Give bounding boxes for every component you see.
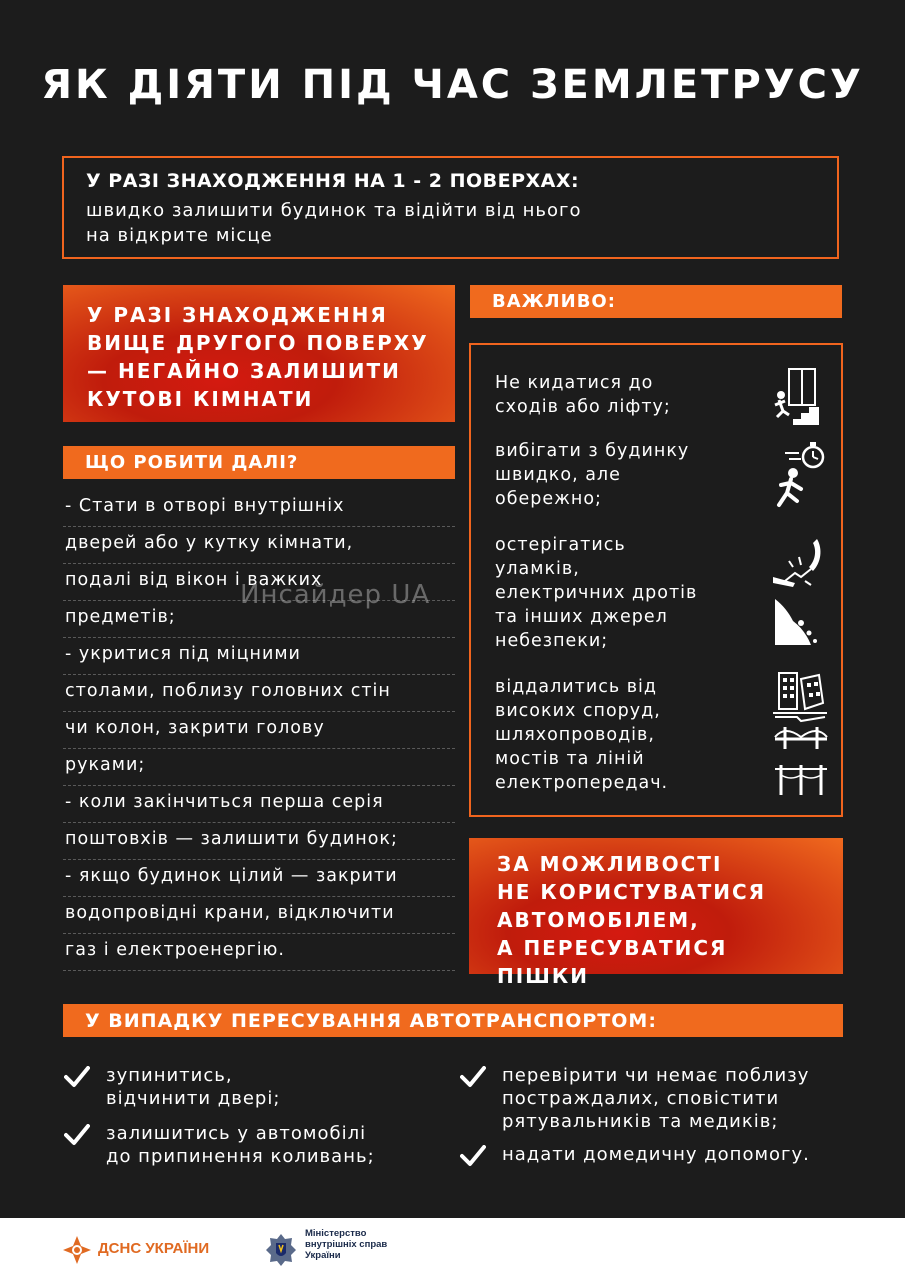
what-next-line: - якщо будинок цілий — закрити bbox=[63, 860, 455, 897]
dsns-logo-text: ДСНС УКРАЇНИ bbox=[98, 1240, 210, 1257]
ministry-line: України bbox=[305, 1250, 341, 1261]
above-second-line: ВИЩЕ ДРУГОГО ПОВЕРХУ bbox=[87, 331, 429, 355]
transport-line: залишитись у автомобілі bbox=[106, 1123, 367, 1144]
transport-item bbox=[106, 1122, 375, 1168]
check-icon bbox=[460, 1145, 486, 1167]
what-next-list bbox=[63, 490, 455, 971]
debris-wires-icon bbox=[771, 537, 827, 649]
no-car-line: ЗА МОЖЛИВОСТІ bbox=[497, 852, 723, 876]
important-box bbox=[469, 343, 843, 817]
above-second-floor-box bbox=[63, 285, 455, 422]
running-timer-icon bbox=[771, 439, 827, 511]
what-next-heading: ЩО РОБИТИ ДАЛІ? bbox=[63, 446, 455, 479]
transport-line: до припинення коливань; bbox=[106, 1146, 375, 1167]
transport-line: надати домедичну допомогу. bbox=[502, 1144, 810, 1165]
what-next-line: предметів; bbox=[63, 601, 455, 638]
important-item bbox=[495, 439, 745, 511]
important-line: електричних дротів bbox=[495, 583, 698, 603]
important-item bbox=[495, 533, 745, 653]
transport-line: перевірити чи немає поблизу bbox=[502, 1065, 810, 1086]
transport-line: зупинитись, bbox=[106, 1065, 233, 1086]
elevator-stairs-icon bbox=[771, 365, 827, 427]
what-next-line: газ і електроенергію. bbox=[63, 934, 455, 971]
important-line: та інших джерел bbox=[495, 607, 668, 627]
check-icon bbox=[64, 1124, 90, 1146]
important-line: шляхопроводів, bbox=[495, 725, 655, 745]
check-icon bbox=[460, 1066, 486, 1088]
no-car-box bbox=[469, 838, 843, 988]
what-next-line: - укритися під міцними bbox=[63, 638, 455, 675]
what-next-line: столами, поблизу головних стін bbox=[63, 675, 455, 712]
what-next-line: чи колон, закрити голову bbox=[63, 712, 455, 749]
dsns-emblem-icon bbox=[62, 1235, 92, 1265]
page-title: ЯК ДІЯТИ ПІД ЧАС ЗЕМЛЕТРУСУ bbox=[41, 62, 864, 108]
what-next-line: подалі від вікон і важких bbox=[63, 564, 455, 601]
no-car-line: НЕ КОРИСТУВАТИСЯ bbox=[497, 880, 767, 904]
what-next-line: - Стати в отворі внутрішніх bbox=[63, 490, 455, 527]
what-next-line: поштовхів — залишити будинок; bbox=[63, 823, 455, 860]
important-heading: ВАЖЛИВО: bbox=[470, 285, 842, 318]
no-car-line: А ПЕРЕСУВАТИСЯ ПІШКИ bbox=[497, 936, 728, 988]
watermark: Инсайдер UA bbox=[240, 580, 431, 610]
important-line: мостів та ліній bbox=[495, 749, 645, 769]
buildings-bridge-power-icon bbox=[771, 669, 831, 799]
above-second-line: У РАЗІ ЗНАХОДЖЕННЯ bbox=[87, 303, 388, 327]
important-line: сходів або ліфту; bbox=[495, 397, 671, 417]
ministry-logo-text bbox=[305, 1228, 425, 1261]
important-line: високих споруд, bbox=[495, 701, 661, 721]
ministry-emblem-icon bbox=[265, 1233, 297, 1267]
check-icon bbox=[64, 1066, 90, 1088]
transport-item bbox=[106, 1064, 280, 1110]
what-next-line: дверей або у кутку кімнати, bbox=[63, 527, 455, 564]
ministry-line: Міністерство bbox=[305, 1228, 367, 1239]
what-next-line: - коли закінчиться перша серія bbox=[63, 786, 455, 823]
transport-line: відчинити двері; bbox=[106, 1088, 281, 1109]
important-item bbox=[495, 675, 745, 795]
important-line: вибігати з будинку bbox=[495, 441, 690, 461]
transport-item bbox=[502, 1143, 810, 1166]
above-second-line: — НЕГАЙНО ЗАЛИШИТИ bbox=[87, 359, 401, 383]
floors-1-2-line: на відкрите місце bbox=[86, 225, 273, 246]
important-line: Не кидатися до bbox=[495, 373, 654, 393]
important-line: уламків, bbox=[495, 559, 580, 579]
transport-item bbox=[502, 1064, 809, 1133]
important-item bbox=[495, 371, 745, 419]
floors-1-2-heading: У РАЗІ ЗНАХОДЖЕННЯ НА 1 - 2 ПОВЕРХАХ: bbox=[86, 170, 580, 192]
transport-line: рятувальників та медиків; bbox=[502, 1111, 779, 1132]
important-line: швидко, але bbox=[495, 465, 621, 485]
above-second-line: КУТОВІ КІМНАТИ bbox=[87, 387, 314, 411]
what-next-line: водопровідні крани, відключити bbox=[63, 897, 455, 934]
transport-heading: У ВИПАДКУ ПЕРЕСУВАННЯ АВТОТРАНСПОРТОМ: bbox=[63, 1004, 843, 1037]
important-line: обережно; bbox=[495, 489, 602, 509]
floors-1-2-line: швидко залишити будинок та відійти від нього bbox=[86, 200, 582, 221]
no-car-line: АВТОМОБІЛЕМ, bbox=[497, 908, 700, 932]
ministry-line: внутрішніх справ bbox=[305, 1239, 388, 1250]
important-line: остерігатись bbox=[495, 535, 626, 555]
important-line: віддалитись від bbox=[495, 677, 657, 697]
important-line: небезпеки; bbox=[495, 631, 609, 651]
what-next-line: руками; bbox=[63, 749, 455, 786]
floors-1-2-box bbox=[62, 156, 839, 259]
transport-line: постраждалих, сповістити bbox=[502, 1088, 780, 1109]
important-line: електропередач. bbox=[495, 773, 669, 793]
